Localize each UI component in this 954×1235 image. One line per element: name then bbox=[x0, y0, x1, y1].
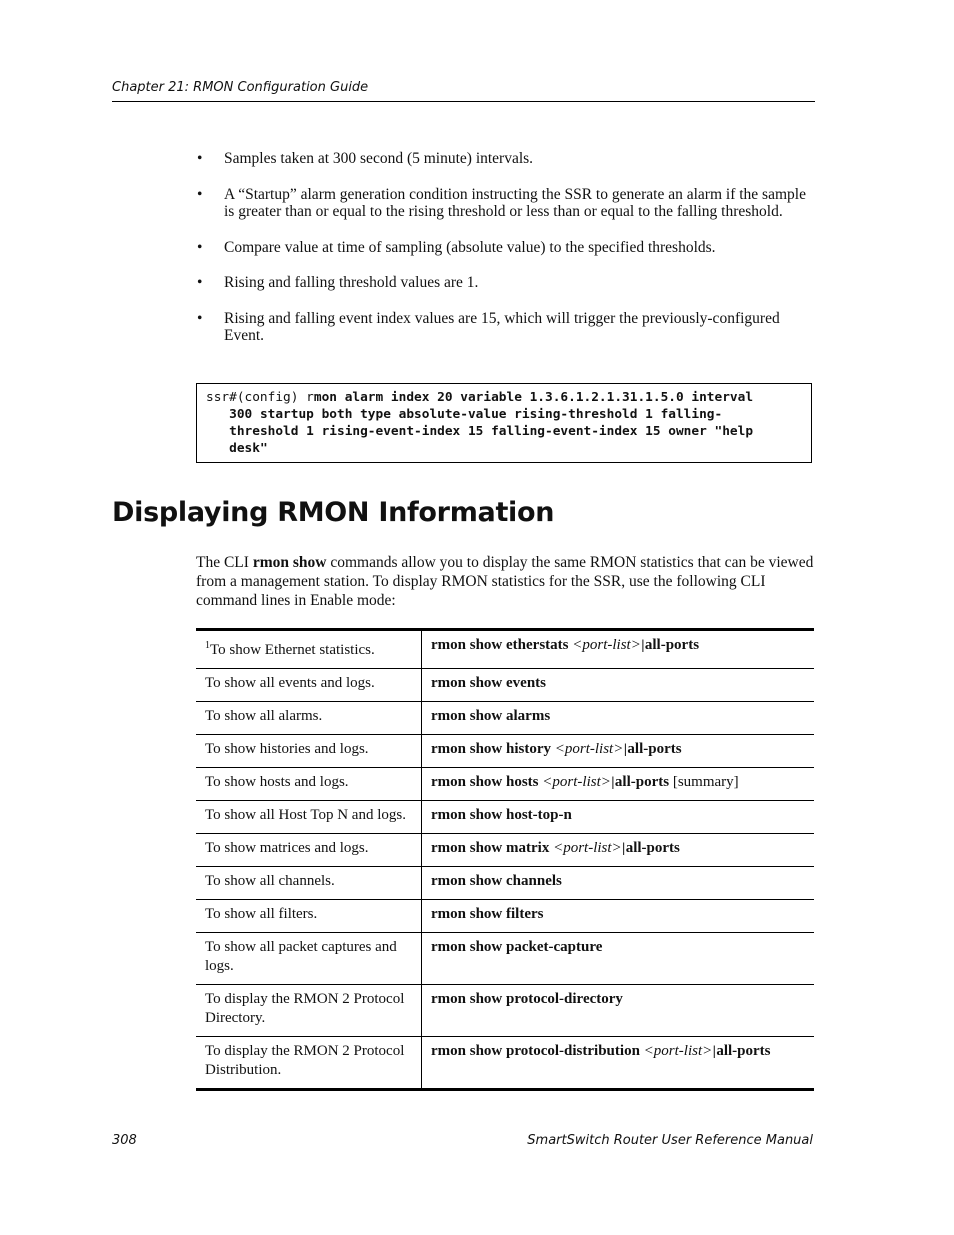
code-line-1: mon alarm index 20 variable 1.3.6.1.2.1.31.1.5.0 interval bbox=[313, 390, 754, 405]
command-text: rmon show protocol-distribution bbox=[431, 1043, 640, 1059]
bullet-item: • Rising and falling event index values are 15, which will trigger the previously-configured Event. bbox=[196, 310, 816, 345]
description-text: To show all Host Top N and logs. bbox=[205, 807, 406, 823]
running-header bbox=[112, 79, 815, 102]
description-cell bbox=[196, 985, 422, 1037]
description-text: To show histories and logs. bbox=[205, 741, 369, 757]
manual-title: SmartSwitch Router User Reference Manual bbox=[527, 1133, 813, 1148]
description-text: To show all channels. bbox=[205, 873, 335, 889]
table-row bbox=[196, 735, 814, 768]
description-cell bbox=[196, 669, 422, 702]
command-cell bbox=[422, 669, 815, 702]
bullet-item: • Samples taken at 300 second (5 minute) intervals. bbox=[196, 150, 816, 168]
command-text: rmon show hosts bbox=[431, 774, 539, 790]
intro-command: rmon show bbox=[252, 554, 327, 571]
description-text: To show Ethernet statistics. bbox=[210, 642, 375, 658]
command-cell bbox=[422, 933, 815, 985]
command-suffix: [summary] bbox=[672, 774, 739, 790]
description-cell bbox=[196, 867, 422, 900]
command-cell bbox=[422, 834, 815, 867]
option-separator: | bbox=[640, 638, 645, 652]
description-cell bbox=[196, 735, 422, 768]
command-option: all-ports bbox=[644, 637, 700, 653]
command-argument: <port-list> bbox=[643, 1043, 713, 1059]
table-row bbox=[196, 985, 814, 1037]
command-cell bbox=[422, 702, 815, 735]
bullet-item: • Compare value at time of sampling (absolute value) to the specified thresholds. bbox=[196, 239, 816, 257]
command-argument: <port-list> bbox=[554, 741, 624, 757]
table-row bbox=[196, 702, 814, 735]
description-cell bbox=[196, 933, 422, 985]
table-row bbox=[196, 801, 814, 834]
command-text: rmon show history bbox=[431, 741, 552, 757]
command-text: rmon show etherstats bbox=[431, 637, 569, 653]
command-option: all-ports bbox=[625, 840, 680, 856]
command-table bbox=[196, 628, 814, 1091]
footnote-marker: 1 bbox=[205, 640, 210, 651]
table-row bbox=[196, 867, 814, 900]
section-title: Displaying RMON Information bbox=[112, 497, 555, 528]
command-cell bbox=[422, 801, 815, 834]
command-cell bbox=[422, 867, 815, 900]
command-cell bbox=[422, 985, 815, 1037]
table-row bbox=[196, 900, 814, 933]
command-cell bbox=[422, 768, 815, 801]
command-text: rmon show alarms bbox=[431, 708, 551, 724]
table-row bbox=[196, 630, 814, 669]
intro-paragraph bbox=[196, 553, 816, 610]
description-text: To display the RMON 2 Protocol Distribution. bbox=[205, 1043, 405, 1078]
command-text: rmon show host-top-n bbox=[431, 807, 572, 823]
table-row bbox=[196, 933, 814, 985]
option-separator: | bbox=[610, 775, 615, 789]
description-cell bbox=[196, 1037, 422, 1090]
chapter-title: Chapter 21: RMON Configuration Guide bbox=[112, 80, 369, 95]
option-separator: | bbox=[621, 841, 626, 855]
description-text: To show hosts and logs. bbox=[205, 774, 349, 790]
code-line-2: 300 startup both type absolute-value rising-threshold 1 falling- bbox=[229, 407, 723, 422]
command-option: all-ports bbox=[627, 741, 682, 757]
table-row bbox=[196, 768, 814, 801]
command-argument: <port-list> bbox=[553, 840, 622, 856]
table-row bbox=[196, 834, 814, 867]
table-row bbox=[196, 1037, 814, 1090]
code-prompt: ssr#(config) r bbox=[206, 390, 314, 405]
description-cell bbox=[196, 630, 422, 669]
description-text: To display the RMON 2 Protocol Directory. bbox=[205, 991, 405, 1026]
code-example bbox=[196, 383, 812, 463]
intro-text-pre: The CLI bbox=[196, 554, 253, 571]
option-separator: | bbox=[623, 742, 628, 756]
description-text: To show all events and logs. bbox=[205, 675, 375, 691]
description-cell bbox=[196, 768, 422, 801]
command-text: rmon show events bbox=[431, 675, 546, 691]
command-text: rmon show filters bbox=[431, 906, 544, 922]
description-cell bbox=[196, 900, 422, 933]
bullet-list bbox=[196, 150, 816, 363]
command-cell bbox=[422, 1037, 815, 1090]
description-cell bbox=[196, 702, 422, 735]
code-line-4: desk" bbox=[229, 441, 268, 456]
command-text: rmon show protocol-directory bbox=[431, 991, 623, 1007]
description-cell bbox=[196, 834, 422, 867]
option-separator: | bbox=[712, 1044, 717, 1058]
description-text: To show all alarms. bbox=[205, 708, 323, 724]
command-argument: <port-list> bbox=[542, 774, 611, 790]
code-line-3: threshold 1 rising-event-index 15 falling-event-index 15 owner "help bbox=[229, 424, 754, 439]
command-text: rmon show matrix bbox=[431, 840, 550, 856]
command-cell bbox=[422, 630, 815, 669]
command-argument: <port-list> bbox=[572, 637, 641, 653]
command-option: all-ports bbox=[614, 774, 670, 790]
command-text: rmon show packet-capture bbox=[431, 939, 603, 955]
command-option: all-ports bbox=[716, 1043, 771, 1059]
description-text: To show matrices and logs. bbox=[205, 840, 369, 856]
description-cell bbox=[196, 801, 422, 834]
command-cell bbox=[422, 900, 815, 933]
description-text: To show all filters. bbox=[205, 906, 318, 922]
table-row bbox=[196, 669, 814, 702]
bullet-item: • A “Startup” alarm generation condition instructing the SSR to generate an alarm if the sample is greater than or equal to the rising threshold or less than or equal to the falling threshold. bbox=[196, 186, 816, 221]
bullet-item: • Rising and falling threshold values are 1. bbox=[196, 274, 816, 292]
command-cell bbox=[422, 735, 815, 768]
description-text: To show all packet captures and logs. bbox=[205, 939, 397, 974]
intro-text-post: commands allow you to display the same RMON statistics that can be viewed from a management station. To display RMON statistics for the SSR, use the following CLI command lines in Enable mode: bbox=[196, 554, 814, 609]
command-text: rmon show channels bbox=[431, 873, 562, 889]
page-number: 308 bbox=[112, 1133, 137, 1148]
